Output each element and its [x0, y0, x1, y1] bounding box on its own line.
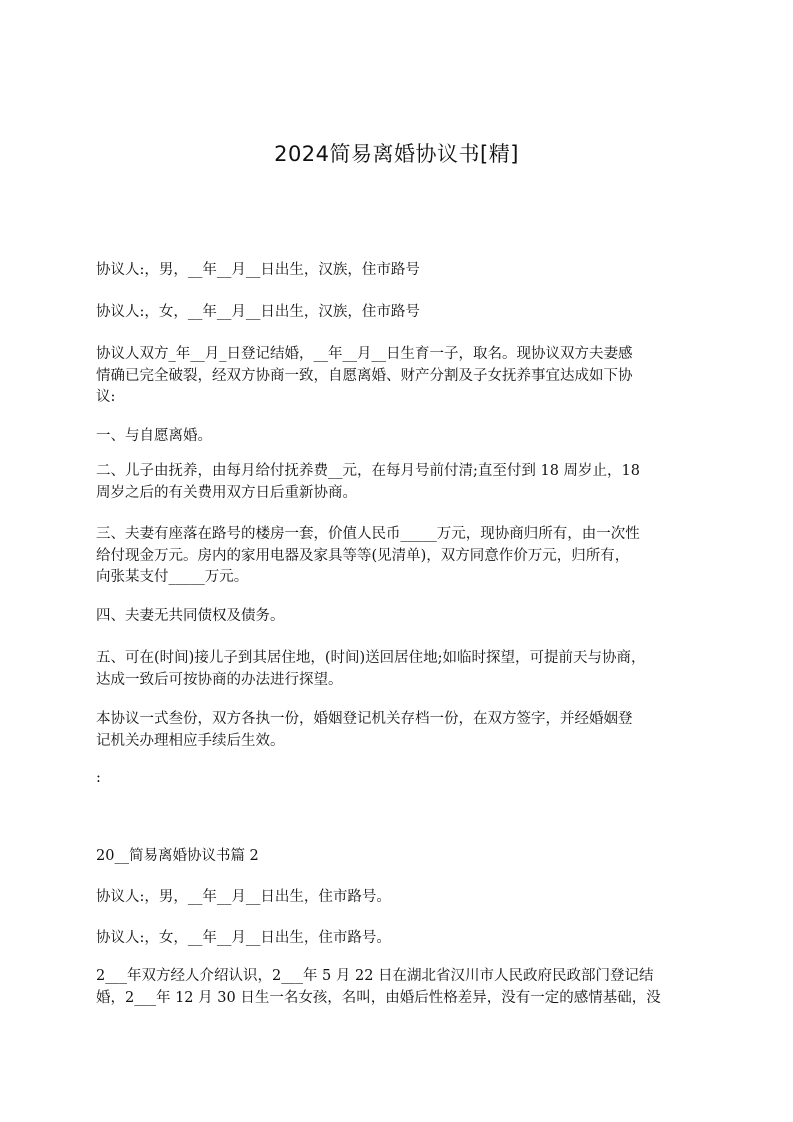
clause-one: 一、与自愿离婚。 [96, 428, 212, 444]
section-two-party-one: 协议人:，男，__年__月__日出生，住市路号。 [96, 889, 391, 905]
clause-three: 三、夫妻有座落在路号的楼房一套，价值人民币_____万元，现协商归所有，由一次性 给付现金万元。房内的家用电器及家具等等(见清单)，双方同意作价万元，归所有， 向张某支付_____万元。 [96, 526, 640, 585]
section-two-party-two: 协议人:，女，__年__月__日出生，住市路号。 [96, 930, 391, 946]
signature-colon: : [96, 770, 101, 786]
party-one-line: 协议人:，男，__年__月__日出生，汉族，住市路号 [96, 262, 420, 278]
clause-two: 二、儿子由抚养，由每月给付抚养费__元，在每月号前付清;直至付到 18 周岁止，18 周岁之后的有关费用双方日后重新协商。 [96, 463, 641, 501]
section-two-heading: 20__简易离婚协议书篇 2 [96, 848, 259, 864]
effectiveness-paragraph: 本协议一式叁份，双方各执一份，婚姻登记机关存档一份，在双方签字，并经婚姻登 记机关办理相应手续后生效。 [96, 711, 633, 749]
section-two-background-paragraph: 2___年双方经人介绍认识，2___年 5 月 22 日在湖北省汉川市人民政府民政部门登记结 婚，2___年 12 月 30 日生一名女孩，名叫，由婚后性格差异，没有一定的感情基础，没 [96, 968, 661, 1006]
document-title: 2024简易离婚协议书[精] [274, 142, 519, 166]
party-two-line: 协议人:，女，__年__月__日出生，汉族，住市路号 [96, 304, 420, 320]
clause-four: 四、夫妻无共同债权及债务。 [96, 608, 285, 624]
clause-five: 五、可在(时间)接儿子到其居住地，(时间)送回居住地;如临时探望，可提前天与协商， 达成一致后可按协商的办法进行探望。 [96, 650, 646, 688]
marriage-statement-paragraph: 协议人双方_年__月_日登记结婚，__年__月__日生育一子，取名。现协议双方夫妻感 情确已完全破裂，经双方协商一致，自愿离婚、财产分割及子女抚养事宜达成如下协 议: [96, 346, 633, 405]
